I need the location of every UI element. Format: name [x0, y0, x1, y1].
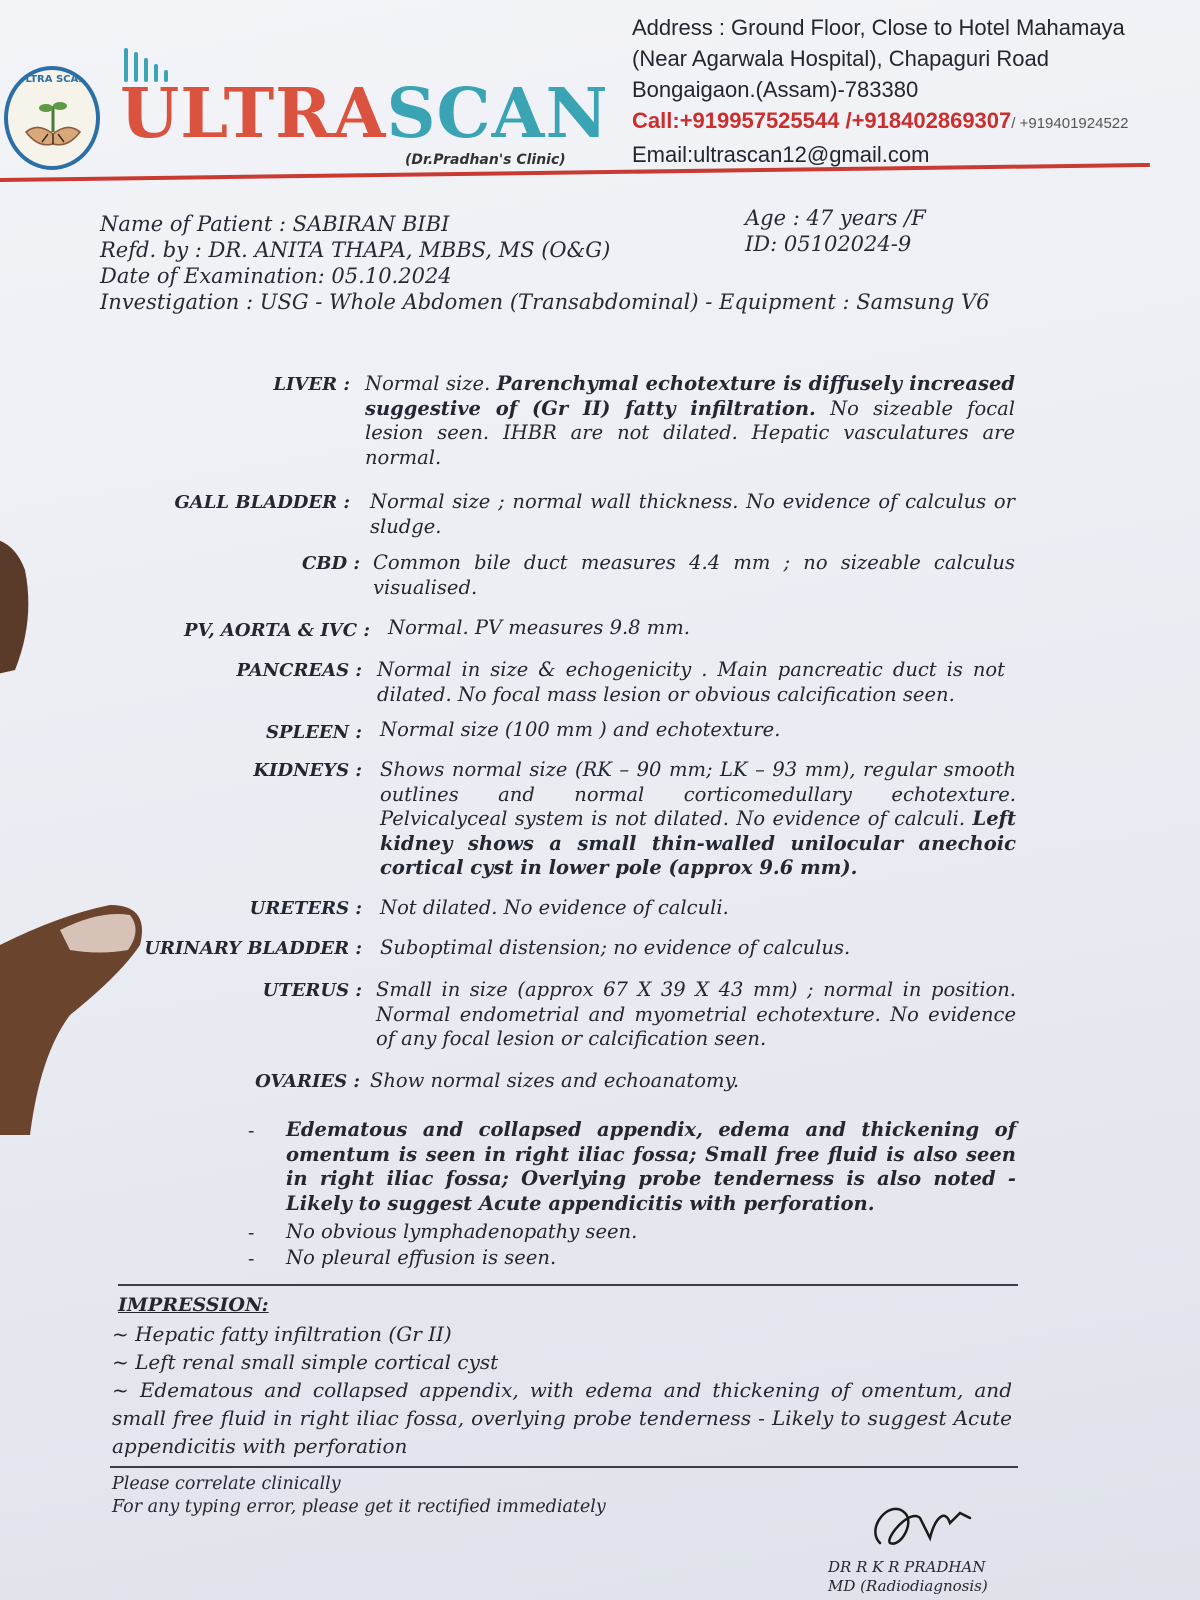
urinary-bladder-text: Suboptimal distension; no evidence of calculus.	[380, 936, 851, 959]
call-extra-number: / +919401924522	[1011, 115, 1129, 132]
call-numbers: +919957525544 /+918402869307	[679, 108, 1012, 133]
pv-aorta-ivc-text: Normal. PV measures 9.8 mm.	[388, 616, 690, 639]
kidneys-label: KIDNEYS :	[253, 760, 362, 781]
liver-text	[365, 372, 1015, 470]
patient-name: Name of Patient : SABIRAN BIBI	[100, 212, 450, 236]
call-label: Call:	[632, 108, 680, 133]
pv-aorta-ivc-label: PV, AORTA & IVC :	[184, 620, 370, 641]
correlate-note: Please correlate clinically	[112, 1474, 341, 1494]
patient-id: ID: 05102024-9	[745, 232, 912, 256]
hand-finger	[0, 530, 45, 680]
bullet-marker: -	[248, 1222, 255, 1244]
bullet-marker: -	[248, 1248, 255, 1270]
impression-item-1: ~ Hepatic fatty infiltration (Gr II)	[112, 1322, 452, 1346]
patient-age: Age : 47 years /F	[745, 206, 926, 230]
address-line-2: (Near Agarwala Hospital), Chapaguri Road	[632, 46, 1049, 71]
address-line-3: Bongaigaon.(Assam)-783380	[632, 77, 919, 102]
bullet-marker: -	[248, 1120, 255, 1142]
ureters-text: Not dilated. No evidence of calculi.	[380, 896, 729, 919]
brand-part-ultra: ULTRA	[120, 74, 387, 154]
plant-hands-icon	[18, 92, 88, 152]
doctor-name: DR R K R PRADHAN	[828, 1558, 986, 1576]
ovaries-label: OVARIES :	[255, 1071, 360, 1092]
pleural-effusion-finding: No pleural effusion is seen.	[286, 1246, 557, 1269]
ovaries-text: Show normal sizes and echoanatomy.	[370, 1069, 740, 1092]
liver-text-2: No sizeable focal lesion seen. IHBR are not dilated. Hepatic vasculatures are normal.	[365, 396, 1015, 469]
impression-title: IMPRESSION:	[118, 1294, 269, 1316]
doctor-degree: MD (Radiodiagnosis)	[828, 1577, 988, 1595]
gall-bladder-label: GALL BLADDER :	[174, 492, 350, 513]
uterus-text: Small in size (approx 67 X 39 X 43 mm) ; normal in position. Normal endometrial and myometrial echotexture. No evidence of any focal lesion or calcification seen.	[376, 978, 1016, 1050]
clinic-seal-logo	[4, 66, 100, 170]
cbd-text: Common bile duct measures 4.4 mm ; no sizeable calculus visualised.	[373, 551, 1015, 599]
kidneys-bold-text: Left kidney shows a small thin-walled unilocular anechoic cortical cyst in lower pole (approx 9.6 mm).	[380, 807, 1016, 879]
pancreas-text: Normal in size & echogenicity . Main pancreatic duct is not dilated. No focal mass lesion or obvious calcification seen.	[377, 658, 1005, 706]
impression-item-3: ~ Edematous and collapsed appendix, with edema and thickening of omentum, and small free fluid in right iliac fossa, overlying probe tenderness - Likely to suggest Acute appendicitis with perforation	[112, 1378, 1012, 1458]
cbd-label: CBD :	[301, 553, 360, 574]
hand-thumb	[0, 905, 150, 1135]
liver-text-1: Normal size.	[365, 372, 491, 395]
pancreas-label: PANCREAS :	[236, 660, 362, 681]
header-divider	[0, 163, 1150, 182]
email-line: Email:ultrascan12@gmail.com	[632, 142, 930, 167]
kidneys-text	[380, 758, 1016, 881]
address-line-1: Address : Ground Floor, Close to Hotel Mahamaya	[632, 15, 1125, 40]
uterus-label: UTERUS :	[262, 980, 362, 1001]
kidneys-text-1: Shows normal size (RK – 90 mm; LK – 93 mm), regular smooth outlines and normal corticomedullary echotexture. Pelvicalyceal system is not dilated. No evidence of calculi.	[380, 758, 1016, 830]
footer-divider	[110, 1466, 1018, 1468]
gall-bladder-text: Normal size ; normal wall thickness. No evidence of calculus or sludge.	[370, 490, 1015, 538]
seal-ring-text: ULTRA SCAN	[17, 74, 87, 85]
lymphadenopathy-finding: No obvious lymphadenopathy seen.	[286, 1220, 638, 1243]
ureters-label: URETERS :	[249, 898, 362, 919]
liver-label: LIVER :	[273, 374, 350, 395]
brand-subtitle: (Dr.Pradhan's Clinic)	[405, 152, 566, 168]
investigation: Investigation : USG - Whole Abdomen (Transabdominal) - Equipment : Samsung V6	[100, 290, 990, 314]
clinic-brand-name	[120, 74, 609, 154]
referred-by: Refd. by : DR. ANITA THAPA, MBBS, MS (O&G)	[100, 238, 611, 262]
appendix-finding: Edematous and collapsed appendix, edema and thickening of omentum is seen in right iliac fossa; Small free fluid is also seen in right iliac fossa; Overlying probe tenderness is also noted - Likely to suggest Acute appendicitis with perforation.	[286, 1118, 1016, 1215]
spleen-text: Normal size (100 mm ) and echotexture.	[380, 718, 781, 741]
clinic-contact-block	[632, 12, 1192, 170]
brand-part-scan: SCAN	[386, 74, 609, 154]
call-line	[632, 105, 1192, 139]
impression-item-2: ~ Left renal small simple cortical cyst	[112, 1350, 499, 1374]
exam-date: Date of Examination: 05.10.2024	[100, 264, 452, 288]
spleen-label: SPLEEN :	[266, 722, 362, 743]
doctor-signature	[860, 1488, 980, 1558]
impression-divider	[118, 1284, 1018, 1286]
liver-bold-text: Parenchymal echotexture is diffusely increased suggestive of (Gr II) fatty infiltration.	[365, 372, 1015, 420]
urinary-bladder-label: URINARY BLADDER :	[144, 938, 362, 959]
typing-error-note: For any typing error, please get it rectified immediately	[112, 1497, 606, 1517]
